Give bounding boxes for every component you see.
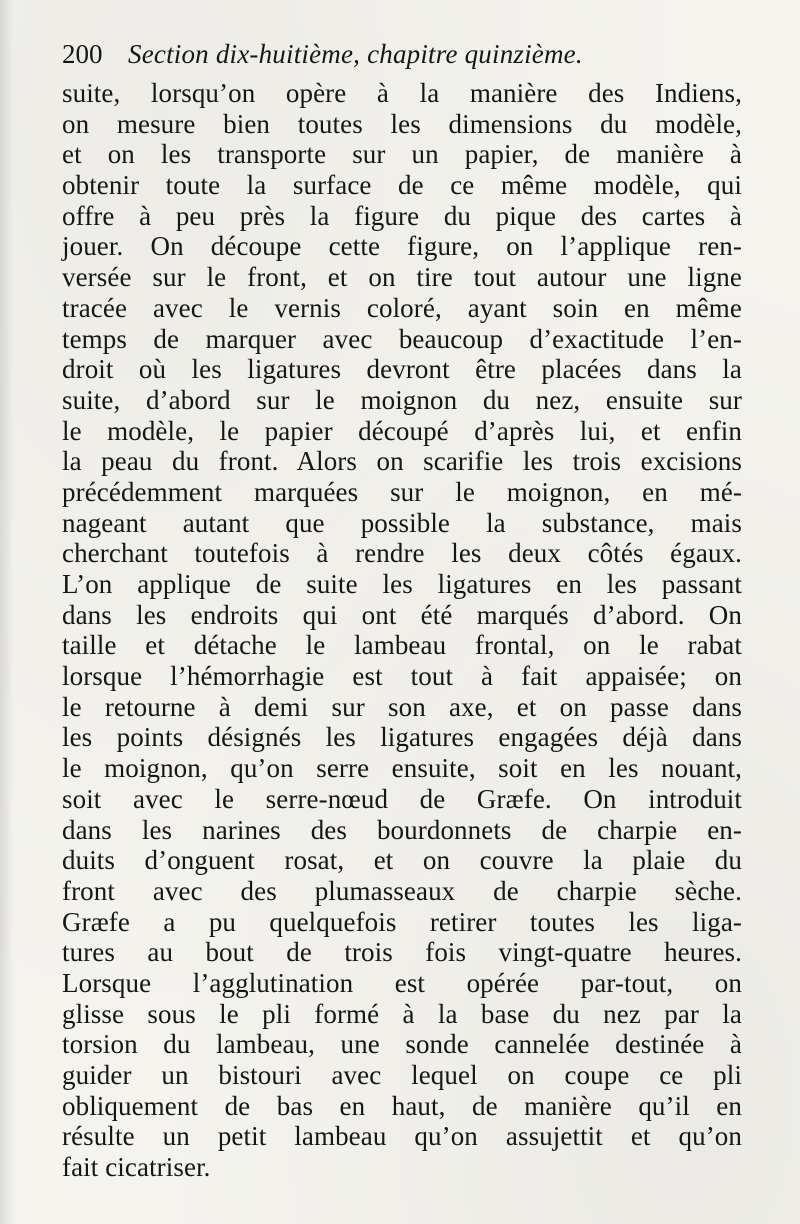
text-line: dans les endroits qui ont été marqués d’abord. On: [62, 599, 742, 630]
text-line: la peau du front. Alors on scarifie les trois excisions: [62, 446, 742, 477]
text-line: suite, d’abord sur le moignon du nez, ensuite sur: [62, 384, 742, 415]
text-line: glisse sous le pli formé à la base du nez par la: [62, 998, 742, 1029]
text-line: temps de marquer avec beaucoup d’exactitude l’en-: [62, 323, 742, 354]
text-line: taille et détache le lambeau frontal, on le rabat: [62, 630, 742, 661]
running-head: [62, 34, 702, 74]
text-line: versée sur le front, et on tire tout autour une ligne: [62, 262, 742, 293]
body-text: [62, 78, 742, 1183]
text-line: cherchant toutefois à rendre les deux côtés égaux.: [62, 538, 742, 569]
text-line: torsion du lambeau, une sonde cannelée destinée à: [62, 1029, 742, 1060]
text-line: précédemment marquées sur le moignon, en mé-: [62, 476, 742, 507]
text-line: tures au bout de trois fois vingt-quatre heures.: [62, 937, 742, 968]
text-line: obliquement de bas en haut, de manière qu’il en: [62, 1090, 742, 1121]
text-line: droit où les ligatures devront être placées dans la: [62, 354, 742, 385]
text-line: suite, lorsqu’on opère à la manière des Indiens,: [62, 78, 742, 108]
gutter-shadow: [0, 0, 14, 1224]
page-number: 200: [62, 39, 103, 69]
text-line: lorsque l’hémorrhagie est tout à fait appaisée; on: [62, 661, 742, 692]
text-line: offre à peu près la figure du pique des cartes à: [62, 200, 742, 231]
text-line-last: fait cicatriser.: [62, 1152, 211, 1183]
text-line: obtenir toute la surface de ce même modèle, qui: [62, 170, 742, 201]
text-line: front avec des plumasseaux de charpie sèche.: [62, 875, 742, 906]
text-line: le retourne à demi sur son axe, et on passe dans: [62, 691, 742, 722]
text-line: le modèle, le papier découpé d’après lui, et enfin: [62, 415, 742, 446]
text-line: on mesure bien toutes les dimensions du modèle,: [62, 108, 742, 139]
text-line: nageant autant que possible la substance, mais: [62, 507, 742, 538]
text-line: L’on applique de suite les ligatures en les passant: [62, 569, 742, 599]
section-title: Section dix-huitième, chapitre quinzième.: [128, 39, 583, 69]
text-line: et on les transporte sur un papier, de manière à: [62, 139, 742, 170]
text-line: Græfe a pu quelquefois retirer toutes les liga-: [62, 906, 742, 937]
text-line: résulte un petit lambeau qu’on assujettit et qu’on: [62, 1121, 742, 1152]
text-line: Lorsque l’agglutination est opérée par-tout, on: [62, 967, 742, 998]
text-line: soit avec le serre-nœud de Græfe. On introduit: [62, 783, 742, 814]
text-line: guider un bistouri avec lequel on coupe ce pli: [62, 1060, 742, 1090]
text-line: jouer. On découpe cette figure, on l’applique ren-: [62, 231, 742, 262]
text-line: les points désignés les ligatures engagées déjà dans: [62, 722, 742, 753]
text-line: tracée avec le vernis coloré, ayant soin en même: [62, 292, 742, 323]
text-line: le moignon, qu’on serre ensuite, soit en les nouant,: [62, 753, 742, 784]
text-line: dans les narines des bourdonnets de charpie en-: [62, 814, 742, 845]
text-line: duits d’onguent rosat, et on couvre la plaie du: [62, 845, 742, 876]
